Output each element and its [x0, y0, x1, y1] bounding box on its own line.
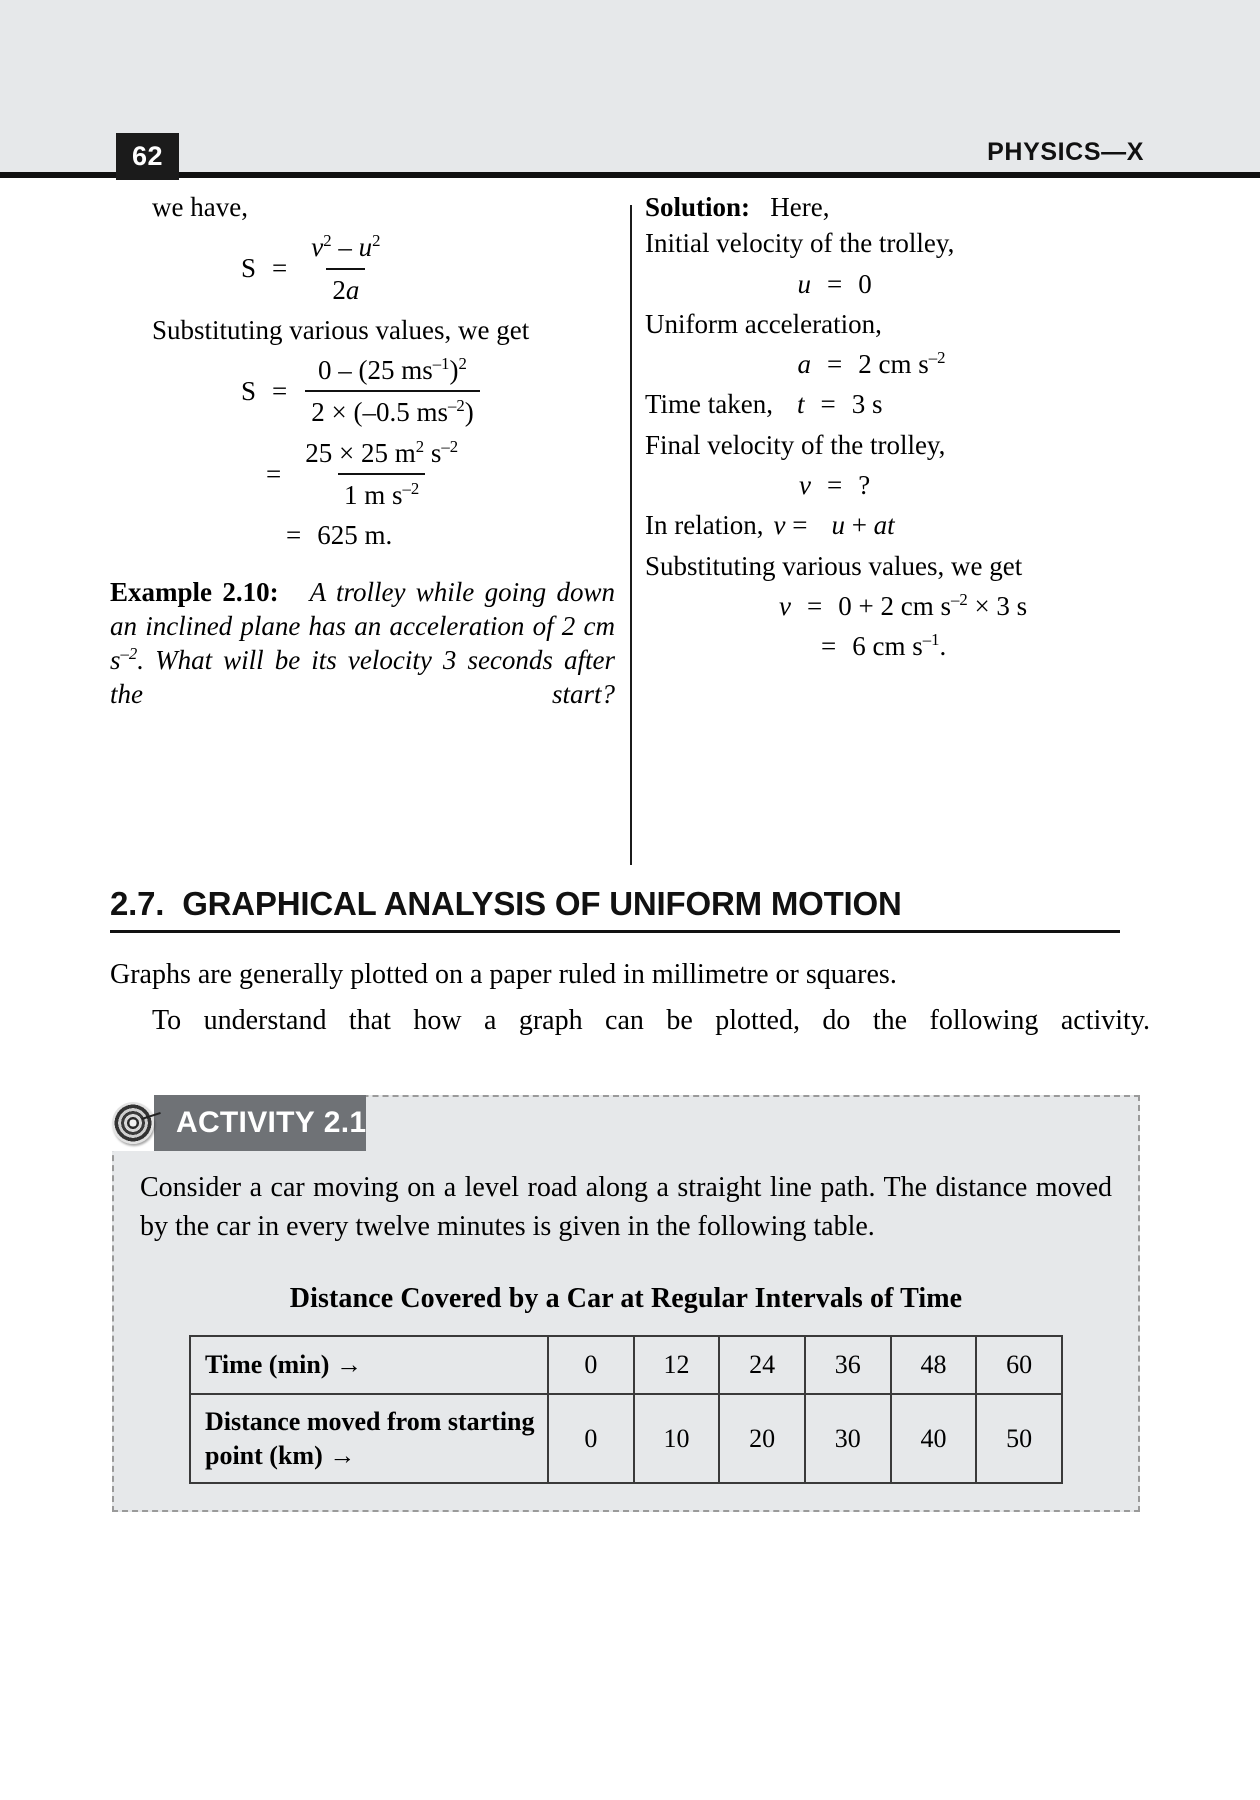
equation-s-substituted-denominator: 2 × (–0.5 $ms^{-2}$)	[305, 390, 479, 429]
equation-v-result	[645, 629, 1155, 663]
solution-line	[645, 190, 1155, 224]
equation-t-lhs: t	[797, 389, 805, 420]
solution-label: Solution:	[645, 192, 751, 222]
activity-data-table	[189, 1335, 1063, 1484]
equation-s-substituted-fraction	[305, 353, 479, 430]
table-cell: 40	[891, 1394, 977, 1484]
activity-box	[112, 1095, 1140, 1512]
line-uniform-acceleration: Uniform acceleration,	[645, 308, 882, 339]
equation-relation-rhs: u + at	[831, 510, 895, 541]
table-cell: 50	[976, 1394, 1062, 1484]
equation-s-substituted	[110, 353, 615, 430]
equation-s-result-value: 625 m.	[317, 520, 393, 551]
equation-v-result-equals: =	[821, 631, 837, 662]
table-cell: 48	[891, 1336, 977, 1394]
section-title-text: GRAPHICAL ANALYSIS OF UNIFORM MOTION	[182, 885, 902, 922]
body-paragraph-2: To understand that how a graph can be plotted, do the following activity.	[152, 1004, 1150, 1036]
page-number-badge: 62	[116, 133, 179, 180]
section-title	[110, 885, 1150, 930]
equation-s-simplified	[110, 436, 615, 513]
equation-relation-lhs: v =	[773, 510, 808, 541]
equation-v-result-rhs: 6 cm $s^{-1}$.	[852, 630, 947, 662]
equation-v-unknown-rhs: ?	[858, 469, 871, 500]
two-column-content	[0, 190, 1260, 865]
equation-a	[645, 347, 1155, 381]
solution-here-text: Here,	[770, 192, 830, 222]
equation-s-formula-fraction	[305, 230, 386, 307]
activity-label-word: ACTIVITY	[176, 1106, 316, 1139]
right-column	[645, 190, 1155, 669]
table-cell: 20	[719, 1394, 805, 1484]
header-divider-rule	[0, 172, 1260, 178]
section-underline-rule	[110, 930, 1120, 933]
equation-t-rhs: 3 s	[851, 389, 883, 420]
section-number: 2.7.	[110, 885, 165, 922]
example-text: A trolley while going down an inclined plane has an acceleration of 2 cm $s^{-2}$. What will be its velocity 3 seconds after the start?	[110, 576, 615, 710]
equation-u-lhs: u	[797, 268, 811, 299]
equation-u	[645, 267, 1155, 301]
line-initial-velocity: Initial velocity of the trolley,	[645, 228, 955, 259]
equation-s-substituted-lhs: S	[240, 376, 256, 407]
equation-s-formula-lhs: S	[240, 253, 256, 284]
equation-v-unknown	[645, 468, 1155, 502]
equation-u-equals: =	[827, 268, 843, 299]
equation-s-simplified-denominator: 1 m $s^{-2}$	[338, 473, 425, 512]
line-in-relation: In relation,	[645, 510, 764, 541]
activity-icon-cell	[112, 1095, 154, 1151]
activity-header	[112, 1095, 367, 1151]
table-cell: 0	[548, 1394, 634, 1484]
header-subject-label: PHYSICS—X	[987, 138, 1144, 166]
equation-relation	[645, 508, 1155, 542]
example-label: Example 2.10:	[110, 576, 279, 607]
table-row-header-time: Time (min) →	[190, 1336, 548, 1394]
equation-s-formula-equals: =	[272, 253, 288, 284]
equation-s-substituted-numerator: 0 – (25 $ms^{-1})^2$	[318, 354, 467, 386]
equation-v-unknown-equals: =	[827, 469, 843, 500]
left-line-substituting: Substituting various values, we get	[152, 314, 530, 345]
equation-s-substituted-equals: =	[272, 376, 288, 407]
equation-s-result	[110, 518, 615, 552]
table-row	[190, 1336, 1062, 1394]
equation-s-simplified-equals: =	[266, 458, 282, 489]
left-line-we-have: we have,	[152, 192, 248, 222]
table-cell: 0	[548, 1336, 634, 1394]
equation-v-substituted	[645, 589, 1155, 623]
table-cell: 30	[805, 1394, 891, 1484]
equation-a-rhs: 2 cm $s^{-2}$	[858, 348, 946, 380]
table-cell: 36	[805, 1336, 891, 1394]
equation-t-equals: =	[820, 389, 836, 420]
activity-label-cell	[154, 1095, 366, 1151]
left-column	[110, 190, 615, 714]
body-paragraph-1: Graphs are generally plotted on a paper ruled in millimetre or squares.	[110, 959, 897, 990]
table-cell: 60	[976, 1336, 1062, 1394]
equation-s-formula-numerator: $v^2 - u^2$	[311, 231, 381, 263]
activity-label	[176, 1106, 366, 1140]
equation-time-taken	[645, 387, 1155, 421]
equation-s-simplified-fraction	[299, 436, 464, 513]
line-time-taken: Time taken,	[645, 389, 773, 420]
equation-s-result-equals: =	[286, 520, 302, 551]
equation-s-formula	[110, 230, 615, 307]
activity-description: Consider a car moving on a level road along a straight line path. The distance moved by the car in every twelve minutes is given in the following table.	[140, 1172, 1112, 1242]
table-cell: 10	[634, 1394, 720, 1484]
equation-v-substituted-rhs: 0 + 2 cm $s^{-2} \times 3$ s	[838, 589, 1028, 621]
line-substituting-right: Substituting various values, we get	[645, 550, 1023, 581]
equation-a-equals: =	[827, 349, 843, 380]
table-row	[190, 1394, 1062, 1484]
intro-body-block	[110, 955, 1150, 1043]
line-final-velocity: Final velocity of the trolley,	[645, 429, 946, 460]
activity-table-caption: Distance Covered by a Car at Regular Intervals of Time	[289, 1283, 963, 1315]
equation-s-simplified-numerator: 25 × 25 $m^2$ $s^{-2}$	[305, 436, 459, 468]
equation-v-substituted-equals: =	[807, 590, 823, 621]
dartboard-icon	[112, 1102, 154, 1144]
section-heading-block	[110, 885, 1150, 933]
column-divider	[630, 205, 632, 865]
table-cell: 24	[719, 1336, 805, 1394]
table-row-header-distance: Distance moved from starting point (km) →	[190, 1394, 548, 1484]
table-cell: 12	[634, 1336, 720, 1394]
equation-u-rhs: 0	[858, 268, 872, 299]
equation-v-substituted-lhs: v	[779, 590, 791, 621]
equation-s-formula-denominator: 2a	[326, 268, 365, 307]
equation-v-unknown-lhs: v	[799, 469, 811, 500]
activity-body	[114, 1151, 1138, 1510]
equation-a-lhs: a	[797, 349, 811, 380]
example-paragraph	[110, 575, 615, 712]
activity-label-number: 2.1	[323, 1106, 367, 1139]
